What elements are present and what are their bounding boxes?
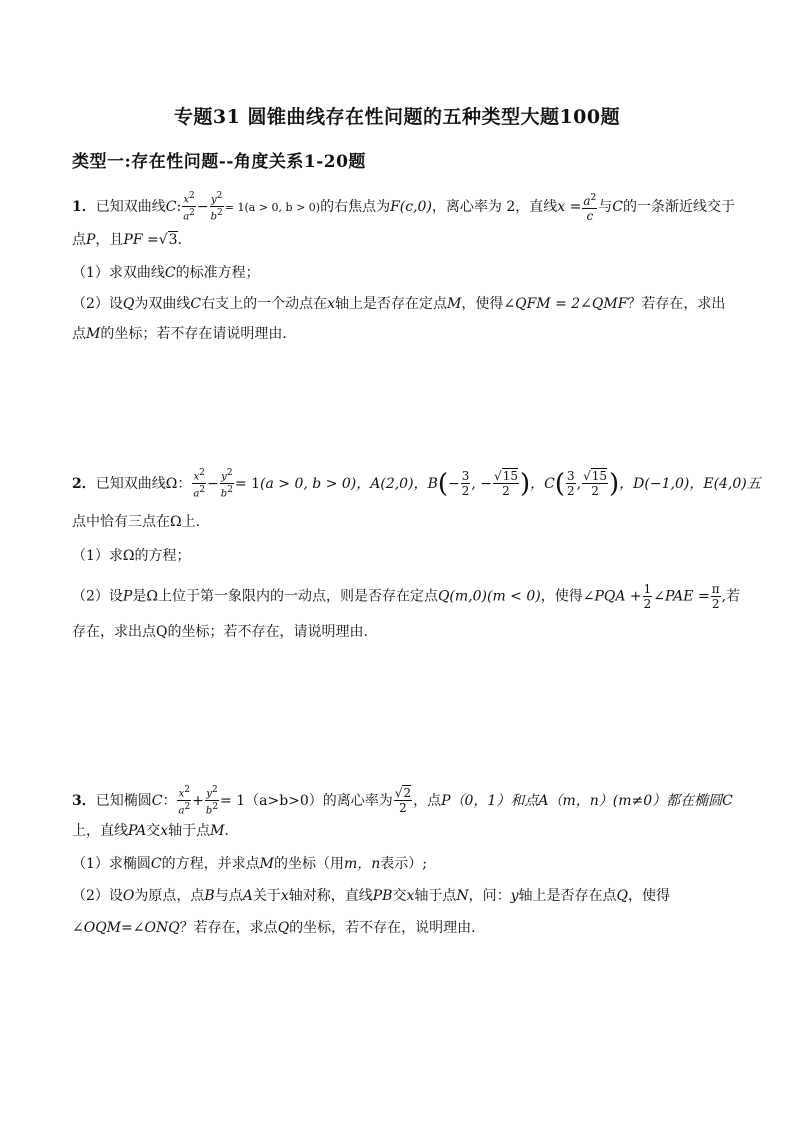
section-heading: 类型一:存在性问题--角度关系1-20题: [72, 152, 366, 172]
problem-2-part-2: （2）设P是Ω上位于第一象限内的一动点，则是否存在定点Q(m,0)(m < 0)，使得∠PQA + $\frac{1}{2}$ ∠PAE = $\frac{\pi}{2}$ ,若: [72, 582, 741, 611]
problem-1-line-2: 点P，且PF =√3．: [72, 232, 192, 248]
problem-2-line-1: 2．已知双曲线Ω： $\frac{x^2}{a^2}$ − $\frac{y^2}{b^2}$ = 1(a > 0, b > 0)，A(2,0)，B(− $\frac{3}{2}$ , − $\frac{√15}{2}$ )，C( $\frac{3}{2}$ , $\frac{√15}{2}$ )，D(−1,0)，E(4,0)五: [72, 468, 761, 500]
problem-1-part-2-cont: 点M的坐标；若不存在请说明理由．: [72, 326, 297, 342]
problem-2-part-1: （1）求Ω的方程；: [72, 548, 191, 564]
problem-3-line-1: 3．已知椭圆C： $\frac{x^2}{a^2}$ + $\frac{y^2}{b^2}$ = 1（a>b>0）的离心率为 $\frac{√2}{2}$ ，点P（0，1）和点A（m，n）(m≠0）都在椭圆C: [72, 785, 733, 817]
problem-3-part-1: （1）求椭圆C的方程，并求点M的坐标（用m，n表示）;: [72, 856, 427, 872]
problem-3-part-2-cont: ∠OQM=∠ONQ？若存在，求点Q的坐标，若不存在，说明理由．: [72, 920, 486, 936]
problem-3-line-2: 上，直线PA交x轴于点M．: [72, 823, 239, 839]
problem-2-part-2-cont: 存在，求出点Q的坐标；若不存在，请说明理由.: [72, 624, 368, 640]
problem-1-line-1: 1．已知双曲线C: $\frac{x^2}{a^2}$ − $\frac{y^2}{b^2}$ = 1(a > 0, b > 0)的右焦点为F(c,0)，离心率为 2，直线x = $\frac{a^2}{c}$ 与C的一条渐近线交于: [72, 191, 735, 223]
problem-3-part-2: （2）设O为原点，点B与点A关于x轴对称，直线PB交x轴于点N，问：y轴上是否存在点Q，使得: [72, 888, 671, 904]
problem-1-part-2: （2）设Q为双曲线C右支上的一个动点在x轴上是否存在定点M，使得∠QFM = 2∠QMF？若存在，求出: [72, 296, 726, 312]
problem-2-line-2: 点中恰有三点在Ω上.: [72, 514, 201, 530]
page-title: 专题31 圆锥曲线存在性问题的五种类型大题100题: [173, 106, 621, 128]
problem-1-part-1: （1）求双曲线C的标准方程；: [72, 265, 260, 281]
